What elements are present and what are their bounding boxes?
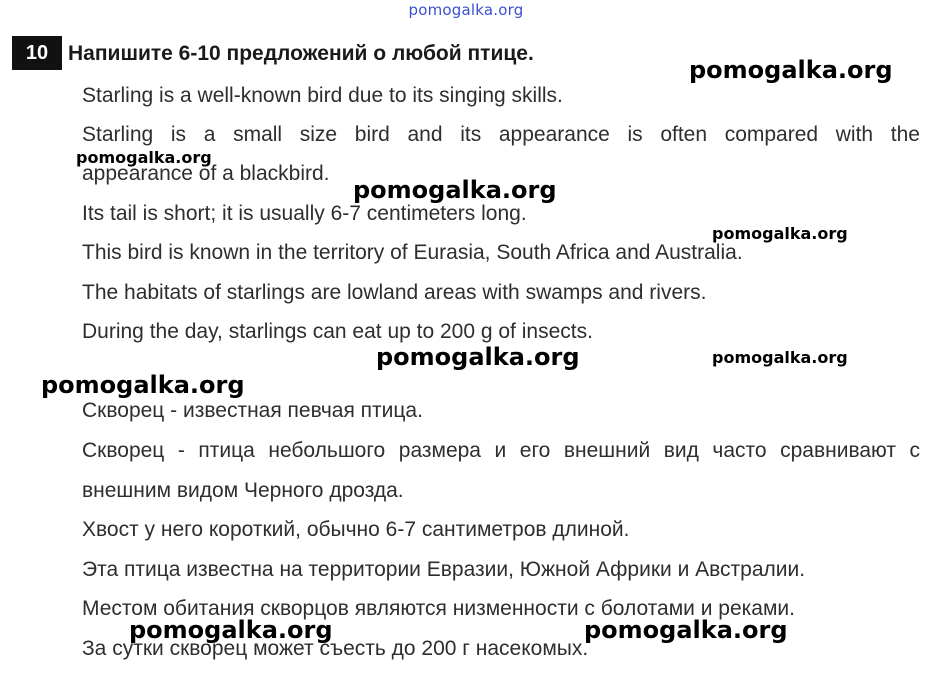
russian-line-1: Скворец - известная певчая птица.: [82, 399, 423, 422]
task-title: Напишите 6-10 предложений о любой птице.: [68, 42, 534, 65]
english-line-6: The habitats of starlings are lowland areas with swamps and rivers.: [82, 281, 707, 304]
watermark: pomogalka.org: [353, 176, 557, 204]
english-line-5: This bird is known in the territory of Eurasia, South Africa and Australia.: [82, 241, 743, 264]
watermark: pomogalka.org: [689, 56, 893, 84]
watermark: pomogalka.org: [41, 371, 245, 399]
top-watermark: pomogalka.org: [408, 1, 524, 19]
english-line-2: Starling is a small size bird and its appearance is often compared with the: [82, 123, 920, 146]
watermark: pomogalka.org: [712, 348, 848, 367]
russian-line-6: Местом обитания скворцов являются низменности с болотами и реками.: [82, 597, 795, 620]
watermark: pomogalka.org: [712, 224, 848, 243]
task-number-badge: 10: [12, 36, 62, 70]
english-line-7: During the day, starlings can eat up to 200 g of insects.: [82, 320, 593, 343]
english-line-4: Its tail is short; it is usually 6-7 centimeters long.: [82, 202, 527, 225]
english-line-1: Starling is a well-known bird due to its singing skills.: [82, 84, 563, 107]
watermark: pomogalka.org: [76, 148, 212, 167]
russian-line-7: За сутки скворец может съесть до 200 г насекомых.: [82, 637, 589, 660]
russian-line-2: Скворец - птица небольшого размера и его внешний вид часто сравнивают с: [82, 439, 920, 462]
english-line-3: appearance of a blackbird.: [82, 162, 330, 185]
watermark: pomogalka.org: [584, 616, 788, 644]
russian-line-4: Хвост у него короткий, обычно 6-7 сантиметров длиной.: [82, 518, 630, 541]
watermark: pomogalka.org: [129, 616, 333, 644]
russian-line-5: Эта птица известна на территории Евразии, Южной Африки и Австралии.: [82, 558, 806, 581]
russian-line-3: внешним видом Черного дрозда.: [82, 479, 404, 502]
watermark: pomogalka.org: [376, 343, 580, 371]
